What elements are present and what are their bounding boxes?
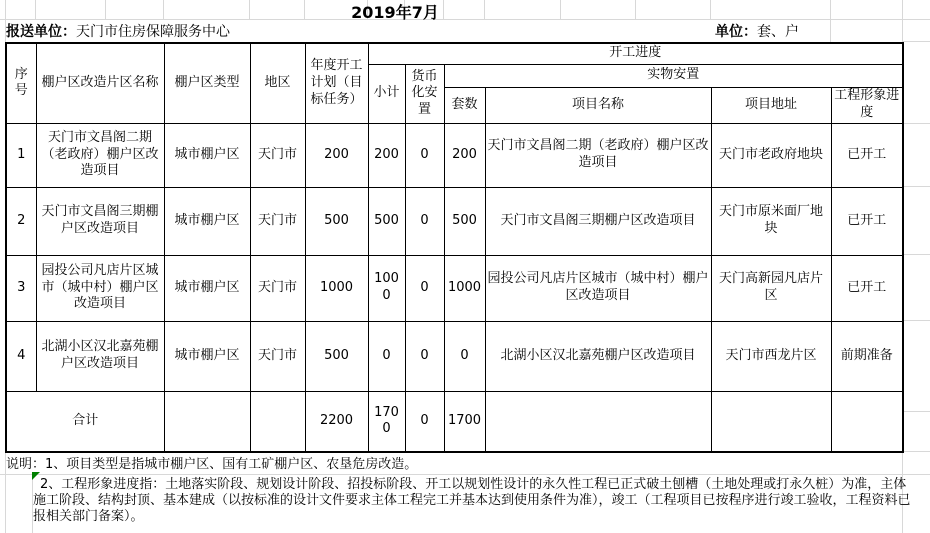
note-1: 说明：1、项目类型是指城市棚户区、国有工矿棚户区、农垦危房改造。 — [6, 457, 418, 472]
cell-seq[interactable]: 1 — [6, 123, 36, 187]
cell-type[interactable]: 城市棚户区 — [164, 187, 250, 255]
cell-address[interactable]: 天门市老政府地块 — [711, 123, 831, 187]
report-unit-value: 天门市住房保障服务中心 — [76, 24, 230, 40]
sheet-title: 2019年7月 — [351, 3, 439, 22]
cell-region[interactable]: 天门市 — [250, 255, 305, 321]
table-row — [6, 321, 903, 391]
cell-monetized[interactable]: 0 — [405, 321, 444, 391]
gridline — [902, 41, 930, 42]
header-project-name[interactable]: 项目名称 — [485, 87, 711, 123]
cell-monetized[interactable]: 0 — [405, 255, 444, 321]
cell-seq[interactable]: 3 — [6, 255, 36, 321]
cell-subtotal[interactable]: 0 — [368, 321, 405, 391]
table-row — [6, 255, 903, 321]
header-units[interactable]: 套数 — [444, 87, 485, 123]
report-unit-label: 报送单位： — [6, 24, 76, 40]
table-row — [6, 187, 903, 255]
cell-plan[interactable]: 500 — [305, 321, 368, 391]
cell-address[interactable]: 天门市原米面厂地块 — [711, 187, 831, 255]
cell-address[interactable]: 天门高新园凡店片区 — [711, 255, 831, 321]
cell-project[interactable]: 天门市文昌阁三期棚户区改造项目 — [485, 187, 711, 255]
header-project-address[interactable]: 项目地址 — [711, 87, 831, 123]
cell-subtotal[interactable]: 500 — [368, 187, 405, 255]
cell-seq[interactable]: 4 — [6, 321, 36, 391]
cell-type[interactable]: 城市棚户区 — [164, 321, 250, 391]
cell-region[interactable]: 天门市 — [250, 123, 305, 187]
cell-type[interactable]: 城市棚户区 — [164, 123, 250, 187]
unit-label: 单位： — [715, 24, 757, 40]
cell-type[interactable]: 城市棚户区 — [164, 255, 250, 321]
cell-subtotal[interactable]: 1000 — [368, 255, 405, 321]
cell-plan[interactable]: 200 — [305, 123, 368, 187]
header-annual-plan[interactable]: 年度开工计划（目标任务） — [305, 43, 368, 123]
unit-line — [715, 21, 799, 41]
gridline — [0, 474, 930, 475]
gridline — [830, 0, 831, 42]
total-project[interactable] — [485, 391, 711, 452]
cell-name[interactable]: 天门市文昌阁二期（老政府）棚户区改造项目 — [36, 123, 164, 187]
gridline — [902, 186, 930, 187]
header-progress-group[interactable]: 开工进度 — [368, 43, 903, 64]
cell-units[interactable]: 0 — [444, 321, 485, 391]
gridline — [902, 411, 930, 412]
cell-progress[interactable]: 已开工 — [831, 187, 903, 255]
header-region[interactable]: 地区 — [250, 43, 305, 123]
cell-plan[interactable]: 1000 — [305, 255, 368, 321]
unit-value: 套、户 — [757, 24, 799, 40]
report-table — [5, 42, 904, 453]
total-monetized[interactable]: 0 — [405, 391, 444, 452]
cell-project[interactable]: 天门市文昌阁二期（老政府）棚户区改造项目 — [485, 123, 711, 187]
gridline — [902, 254, 930, 255]
header-image-progress[interactable]: 工程形象进度 — [831, 87, 903, 123]
header-row-1 — [6, 43, 903, 64]
header-area-name[interactable]: 棚户区改造片区名称 — [36, 43, 164, 123]
cell-name[interactable]: 园投公司凡店片区城市（城中村）棚户区改造项目 — [36, 255, 164, 321]
total-progress[interactable] — [831, 391, 903, 452]
note-2: 2、工程形象进度指：土地落实阶段、规划设计阶段、招投标阶段、开工以规划性设计的永久性工程已正式破土刨槽（土地处理或打永久桩）为准，主体施工阶段、结构封顶、基本建成（以按标准的设计文件要求主体工程完工并基本达到使用条件为准），竣工（工程项目已按程序进行竣工验收，工程资料已报相关部门备案）。 — [33, 477, 911, 524]
total-address[interactable] — [711, 391, 831, 452]
table-row — [6, 123, 903, 187]
header-seq[interactable]: 序号 — [6, 43, 36, 123]
cell-region[interactable]: 天门市 — [250, 321, 305, 391]
total-units[interactable]: 1700 — [444, 391, 485, 452]
cell-units[interactable]: 1000 — [444, 255, 485, 321]
cell-region[interactable]: 天门市 — [250, 187, 305, 255]
gridline — [902, 451, 930, 452]
gridline — [902, 123, 930, 124]
gridline — [902, 0, 903, 42]
header-physical-group[interactable]: 实物安置 — [444, 64, 903, 87]
cell-progress[interactable]: 前期准备 — [831, 321, 903, 391]
total-region[interactable] — [250, 391, 305, 452]
total-row — [6, 391, 903, 452]
cell-units[interactable]: 200 — [444, 123, 485, 187]
report-unit-line — [6, 21, 230, 41]
cell-name[interactable]: 北湖小区汉北嘉苑棚户区改造项目 — [36, 321, 164, 391]
cell-units[interactable]: 500 — [444, 187, 485, 255]
cell-plan[interactable]: 500 — [305, 187, 368, 255]
cell-progress[interactable]: 已开工 — [831, 255, 903, 321]
cell-monetized[interactable]: 0 — [405, 187, 444, 255]
total-type[interactable] — [164, 391, 250, 452]
cell-subtotal[interactable]: 200 — [368, 123, 405, 187]
cell-project[interactable]: 北湖小区汉北嘉苑棚户区改造项目 — [485, 321, 711, 391]
total-label[interactable]: 合计 — [6, 391, 164, 452]
header-monetized[interactable]: 货币化安置 — [405, 64, 444, 123]
header-subtotal[interactable]: 小计 — [368, 64, 405, 123]
total-subtotal[interactable]: 1700 — [368, 391, 405, 452]
header-area-type[interactable]: 棚户区类型 — [164, 43, 250, 123]
cell-project[interactable]: 园投公司凡店片区城市（城中村）棚户区改造项目 — [485, 255, 711, 321]
cell-seq[interactable]: 2 — [6, 187, 36, 255]
total-plan[interactable]: 2200 — [305, 391, 368, 452]
cell-name[interactable]: 天门市文昌阁三期棚户区改造项目 — [36, 187, 164, 255]
gridline — [902, 320, 930, 321]
cell-address[interactable]: 天门市西龙片区 — [711, 321, 831, 391]
cell-monetized[interactable]: 0 — [405, 123, 444, 187]
cell-progress[interactable]: 已开工 — [831, 123, 903, 187]
